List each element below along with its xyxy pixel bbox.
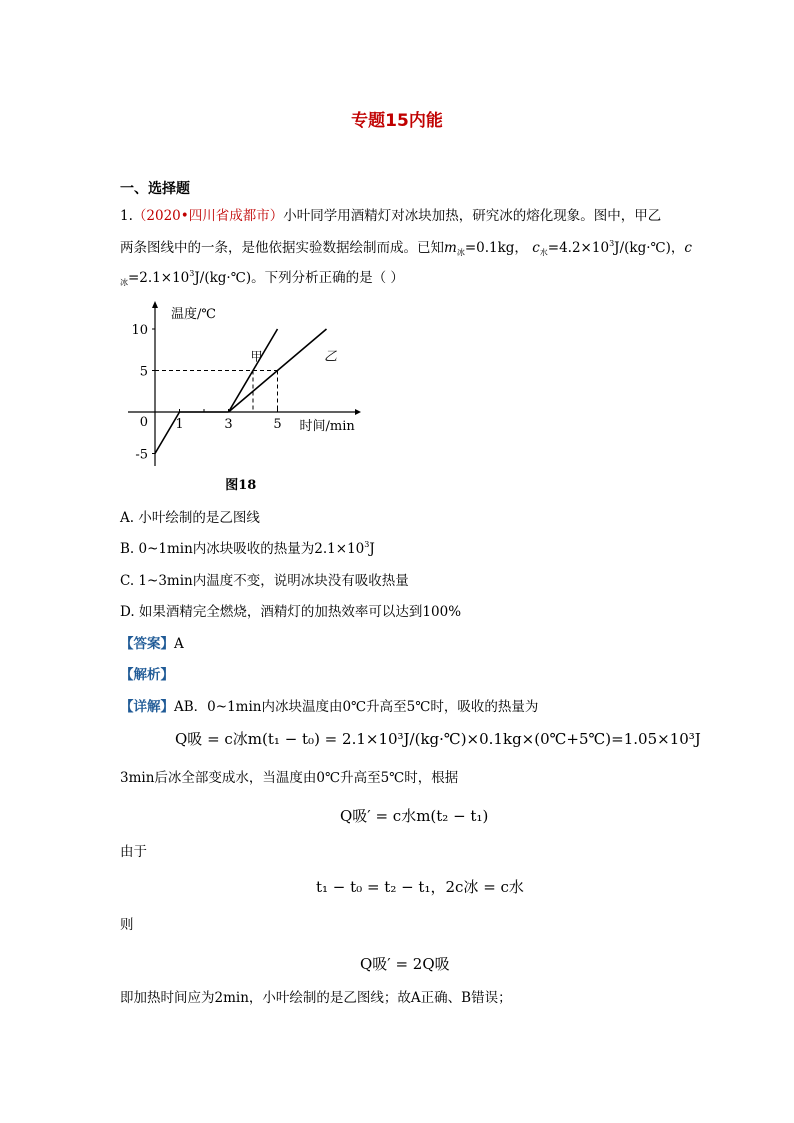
option-b[interactable] — [120, 539, 375, 561]
option-b-text: B. 0~1min内冰块吸收的热量为2.1×10 — [120, 541, 365, 557]
temperature-time-graph — [120, 296, 380, 496]
x-tick-label: 1 — [175, 417, 184, 432]
question-stem-text-1: 小叶同学用酒精灯对冰块加热，研究冰的熔化现象。图中，甲乙 — [283, 208, 662, 224]
option-b-exponent: 3 — [364, 540, 370, 549]
question-stem-text-2: 两条图线中的一条，是他依据实验数据绘制而成。已知 — [120, 240, 444, 256]
detail-tag: 【详解】 — [120, 699, 174, 715]
option-b-unit: J — [369, 541, 375, 557]
c-water-symbol: c — [532, 240, 540, 256]
section-heading: 一、选择题 — [120, 181, 190, 197]
c-ice-exponent: 3 — [189, 269, 195, 278]
c-water-value: =4.2×10 — [547, 240, 610, 256]
equation-2: Q吸′ = c水m(t₂ − t₁) — [340, 807, 489, 825]
x-tick-label: 5 — [273, 417, 282, 432]
c-water-subscript: 水 — [539, 248, 548, 257]
explanation-line-3: 由于 — [120, 844, 147, 860]
explanation-line-4: 则 — [120, 917, 134, 933]
y-axis-label: 温度/℃ — [171, 307, 216, 322]
answer-value: A — [174, 636, 184, 652]
y-tick-label: 0 — [139, 415, 148, 430]
y-tick-label: -5 — [135, 447, 148, 463]
equation-3: t₁ − t₀ = t₂ − t₁，2c冰 = c水 — [316, 878, 524, 896]
answer-line — [120, 634, 184, 654]
question-source: （2020•四川省成都市） — [132, 208, 284, 224]
c-ice-value: =2.1×10 — [128, 270, 190, 286]
question-stem-line-3 — [120, 268, 404, 290]
analysis-tag: 【解析】 — [120, 667, 174, 683]
mass-subscript: 冰 — [456, 248, 465, 257]
x-axis-label: 时间/min — [299, 419, 355, 434]
x-axis-arrow — [355, 409, 361, 415]
question-prompt: J/(kg·℃)。下列分析正确的是（ ） — [194, 270, 404, 286]
y-axis-arrow — [152, 301, 158, 308]
question-stem-line-1 — [120, 206, 661, 226]
c-water-unit: J/(kg·℃)， — [614, 240, 685, 256]
option-a[interactable]: A. 小叶绘制的是乙图线 — [120, 510, 260, 526]
equation-4: Q吸′ = 2Q吸 — [360, 955, 450, 973]
mass-value: =0.1kg， — [464, 240, 528, 256]
y-tick-label: 5 — [139, 364, 148, 380]
equation-1: Q吸 = c冰m(t₁ − t₀) = 2.1×10³J/(kg·℃)×0.1kg×(0℃+5℃)=1.05×10³J — [175, 730, 701, 748]
line-label-jia: 甲 — [250, 349, 263, 364]
line-ice-heating — [155, 412, 229, 454]
question-number: 1. — [120, 208, 133, 224]
figure-caption: 图18 — [225, 478, 257, 493]
option-d[interactable]: D. 如果酒精完全燃烧，酒精灯的加热效率可以达到100% — [120, 604, 462, 620]
explanation-line-2: 3min后冰全部变成水，当温度由0℃升高至5℃时，根据 — [120, 770, 459, 786]
question-stem-line-2 — [120, 238, 692, 260]
explanation-line-5: 即加热时间应为2min，小叶绘制的是乙图线；故A正确、B错误； — [120, 990, 512, 1006]
x-tick-label: 3 — [224, 417, 233, 432]
option-c[interactable]: C. 1~3min内温度不变，说明冰块没有吸收热量 — [120, 573, 409, 589]
line-label-yi: 乙 — [324, 349, 338, 365]
detail-text: AB．0~1min内冰块温度由0℃升高至5℃时，吸收的热量为 — [174, 699, 539, 715]
c-ice-symbol: c — [684, 240, 692, 256]
mass-symbol: m — [444, 240, 457, 256]
y-tick-label: 10 — [131, 323, 148, 338]
c-ice-subscript: 冰 — [120, 278, 128, 287]
page-title: 专题15内能 — [351, 111, 443, 131]
analysis-line — [120, 665, 174, 685]
answer-tag: 【答案】 — [120, 636, 174, 652]
detail-line — [120, 697, 538, 717]
c-water-exponent: 3 — [609, 239, 615, 248]
